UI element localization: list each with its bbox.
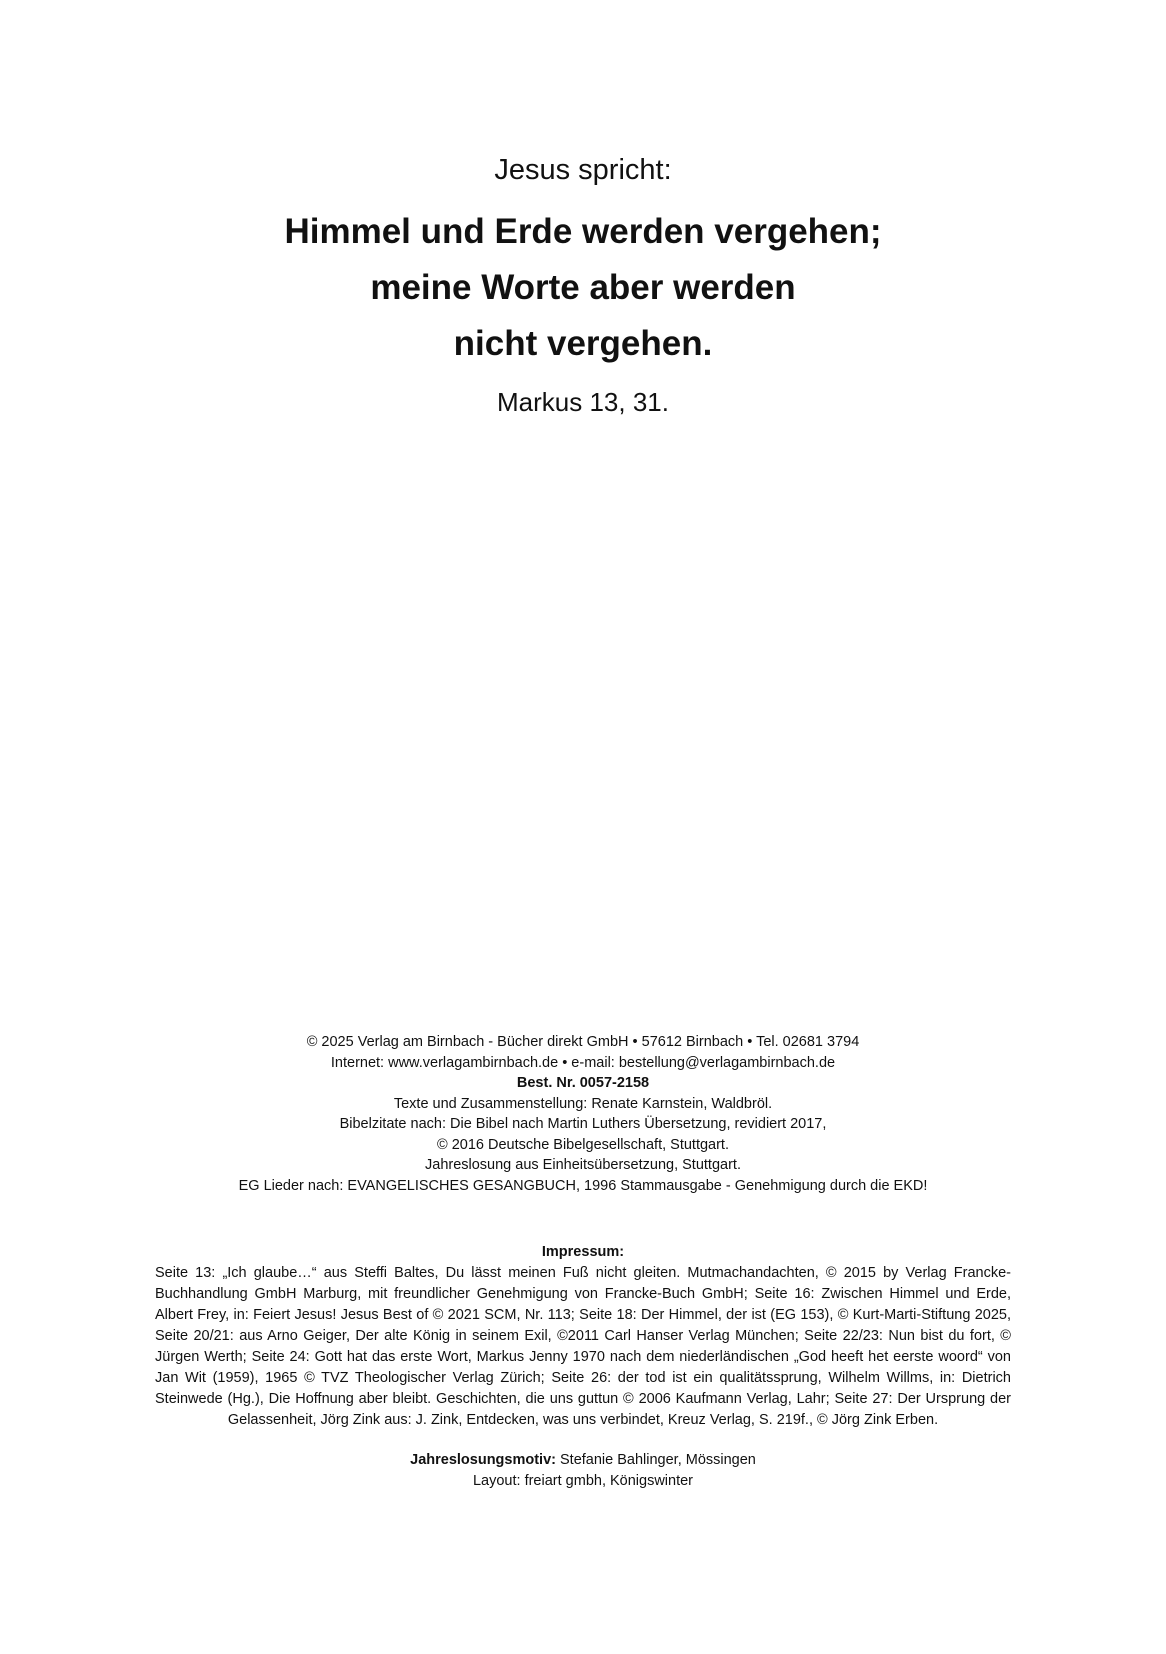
verse-text	[0, 204, 1166, 372]
verse-intro: Jesus spricht:	[494, 154, 672, 186]
motif-value: Stefanie Bahlinger, Mössingen	[555, 1452, 756, 1468]
impressum-block	[155, 1242, 1011, 1431]
jahreslosung-line: Jahreslosung aus Einheitsübersetzung, Stuttgart.	[425, 1157, 741, 1173]
layout-line: Layout: freiart gmbh, Königswinter	[472, 1473, 694, 1489]
motif-label: Jahreslosungsmotiv:	[410, 1452, 556, 1468]
verse-line-1: Himmel und Erde werden vergehen;	[284, 212, 882, 251]
impressum-text: Seite 13: „Ich glaube…“ aus Steffi Baltes, Du lässt meinen Fuß nicht gleiten. Mutmachandachten, © 2015 by Verlag Francke-Buchhandlung GmbH Marburg, mit freundlicher Genehmigung von Francke-Buch GmbH; Seite 16: Zwischen Himmel und Erde, Albert Frey, in: Feiert Jesus! Jesus Best of © 2021 SCM, Nr. 113; Seite 18: Der Himmel, der ist (EG 153), © Kurt-Marti-Stiftung 2025, Seite 20/21: aus Arno Geiger, Der alte König in seinem Exil, ©2011 Carl Hanser Verlag München; Seite 22/23: Nun bist du fort, © Jürgen Werth; Seite 24: Gott hat das erste Wort, Markus Jenny 1970 nach dem niederländischen „God heeft het eerste woord“ von Jan Wit (1959), 1965 © TVZ Theologischer Verlag Zürich; Seite 26: der tod ist ein qualitätssprung, Wilhelm Willms, in: Dietrich Steinwede (Hg.), Die Hoffnung aber bleibt. Geschichten, die uns guttun © 2006 Kaufmann Verlag, Lahr; Seite 27: Der Ursprung der Gelassenheit, Jörg Zink aus: J. Zink, Entdecken, was uns verbindet, Kreuz Verlag, S. 219f., © Jörg Zink Erben.	[155, 1265, 1011, 1428]
eg-line: EG Lieder nach: EVANGELISCHES GESANGBUCH, 1996 Stammausgabe - Genehmigung durch die EKD!	[238, 1177, 928, 1194]
imprint-block	[0, 1032, 1166, 1196]
verse-reference: Markus 13, 31.	[497, 387, 669, 417]
motif-block	[0, 1450, 1166, 1492]
motif-line	[0, 1450, 1166, 1471]
verse-line-2: meine Worte aber werden	[370, 268, 796, 307]
publisher-line: © 2025 Verlag am Birnbach - Bücher direkt GmbH • 57612 Birnbach • Tel. 02681 3794	[306, 1034, 860, 1050]
order-number: Best. Nr. 0057-2158	[516, 1075, 650, 1091]
texts-line: Texte und Zusammenstellung: Renate Karnstein, Waldbröl.	[393, 1095, 773, 1112]
impressum-title: Impressum:	[541, 1244, 625, 1260]
verse-line-3: nicht vergehen.	[453, 324, 713, 363]
bible-line-2: © 2016 Deutsche Bibelgesellschaft, Stuttgart.	[437, 1136, 729, 1153]
bible-line-1: Bibelzitate nach: Die Bibel nach Martin Luthers Übersetzung, revidiert 2017,	[339, 1116, 827, 1132]
internet-line: Internet: www.verlagambirnbach.de • e-mail: bestellung@verlagambirnbach.de	[330, 1054, 836, 1071]
